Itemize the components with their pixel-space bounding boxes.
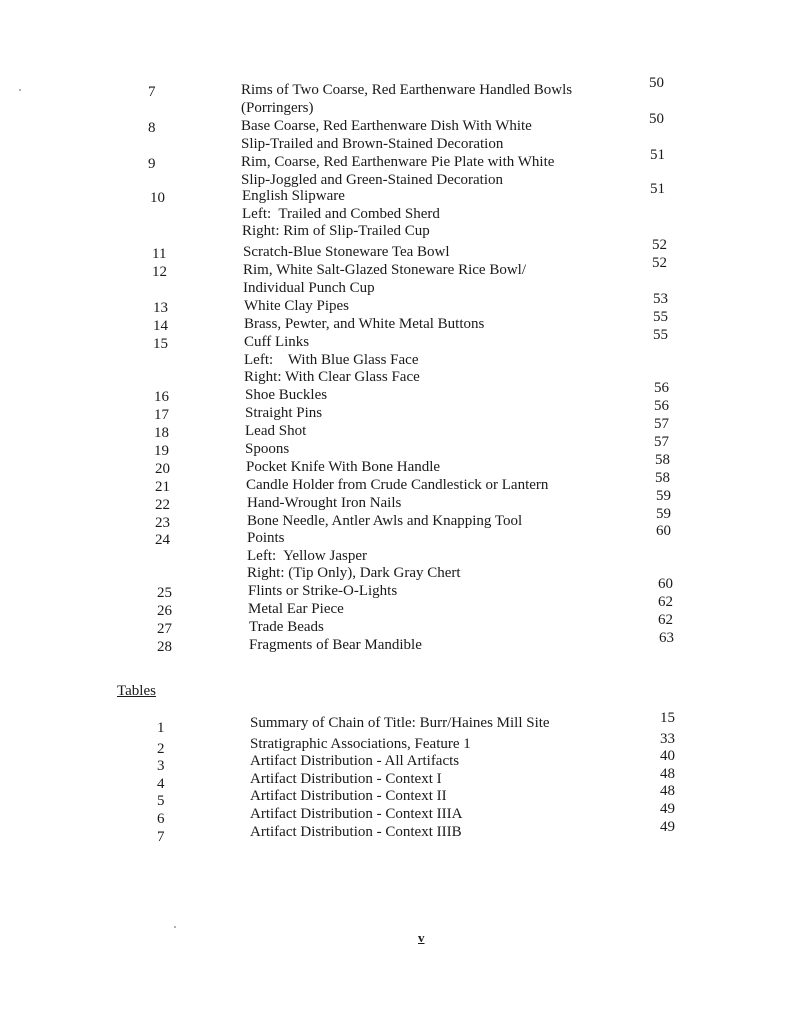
table-page-number: 49: [660, 819, 675, 835]
figure-title: Rim, Coarse, Red Earthenware Pie Plate with White: [241, 154, 555, 170]
table-number: 7: [157, 829, 165, 845]
figure-number: 26: [157, 603, 172, 619]
figure-title-continued: Left: With Blue Glass Face: [244, 351, 419, 368]
scan-speck: [19, 89, 21, 91]
figure-page-number: 60: [658, 576, 673, 592]
figure-title: White Clay Pipes: [244, 298, 349, 314]
page-number: v: [418, 930, 425, 945]
figure-title: Base Coarse, Red Earthenware Dish With White: [241, 118, 532, 134]
figure-page-number: 51: [650, 147, 665, 163]
figure-title: Bone Needle, Antler Awls and Knapping Tool: [247, 513, 523, 529]
table-title: Artifact Distribution - Context IIIB: [250, 824, 462, 840]
figure-title: Brass, Pewter, and White Metal Buttons: [244, 316, 485, 332]
figure-page-number: 59: [656, 488, 671, 504]
figure-number: 19: [154, 443, 169, 459]
figure-title-continued: Individual Punch Cup: [243, 279, 375, 296]
figure-page-number: 57: [654, 434, 669, 450]
figure-title: Lead Shot: [245, 423, 307, 439]
figure-title: Rim, White Salt-Glazed Stoneware Rice Bowl/: [243, 262, 526, 278]
figure-number: 25: [157, 585, 172, 601]
figure-title: Hand-Wrought Iron Nails: [247, 495, 402, 511]
table-title: Stratigraphic Associations, Feature 1: [250, 736, 471, 752]
figure-page-number: 62: [658, 594, 673, 610]
table-title: Artifact Distribution - Context II: [250, 788, 447, 804]
figure-title-continued: Left: Trailed and Combed Sherd: [242, 205, 440, 222]
table-page-number: 49: [660, 801, 675, 817]
table-title: Artifact Distribution - Context IIIA: [250, 806, 463, 822]
figure-title-continued: (Porringers): [241, 99, 314, 116]
figure-page-number: 53: [653, 291, 668, 307]
figure-number: 23: [155, 515, 170, 531]
figure-title: Fragments of Bear Mandible: [249, 637, 422, 653]
figure-number: 24: [155, 532, 170, 548]
table-number: 2: [157, 741, 165, 757]
table-number: 5: [157, 793, 165, 809]
figure-title: Shoe Buckles: [245, 387, 328, 403]
figure-number: 28: [157, 639, 172, 655]
figure-title: Trade Beads: [249, 619, 324, 635]
table-title: Artifact Distribution - All Artifacts: [250, 753, 460, 769]
figure-number: 27: [157, 621, 172, 637]
figure-page-number: 56: [654, 398, 669, 414]
figure-title: Metal Ear Piece: [248, 601, 344, 617]
table-title: Summary of Chain of Title: Burr/Haines Mill Site: [250, 715, 550, 731]
figure-page-number: 52: [652, 255, 667, 271]
figure-number: 22: [155, 497, 170, 513]
figure-page-number: 51: [650, 181, 665, 197]
figure-title-continued: Slip-Joggled and Green-Stained Decoration: [241, 171, 504, 188]
figure-title-continued: Right: (Tip Only), Dark Gray Chert: [247, 565, 461, 581]
figure-title: Rims of Two Coarse, Red Earthenware Handled Bowls: [241, 82, 573, 98]
figure-number: 7: [148, 84, 156, 100]
figure-page-number: 55: [653, 309, 668, 325]
figure-title-continued: Right: Rim of Slip-Trailed Cup: [242, 223, 430, 239]
figure-number: 11: [152, 246, 167, 262]
figure-title-continued: Left: Yellow Jasper: [247, 547, 367, 564]
figure-title: Flints or Strike-O-Lights: [248, 583, 398, 599]
figure-number: 13: [153, 300, 168, 316]
figure-page-number: 59: [656, 506, 671, 522]
figure-title: Pocket Knife With Bone Handle: [246, 459, 441, 475]
figure-page-number: 50: [649, 75, 664, 91]
figure-number: 10: [150, 190, 165, 206]
figure-number: 12: [152, 264, 167, 280]
figure-title: Candle Holder from Crude Candlestick or Lantern: [246, 477, 549, 493]
figure-number: 18: [154, 425, 169, 441]
figure-number: 9: [148, 156, 156, 172]
figure-page-number: 58: [655, 470, 670, 486]
table-number: 6: [157, 811, 165, 827]
table-page-number: 48: [660, 783, 675, 799]
figure-title-continued: Right: With Clear Glass Face: [244, 369, 420, 385]
figure-page-number: 57: [654, 416, 669, 432]
figure-number: 8: [148, 120, 156, 136]
figure-number: 17: [154, 407, 169, 423]
table-page-number: 40: [660, 748, 675, 764]
figure-number: 21: [155, 479, 170, 495]
figure-page-number: 60: [656, 523, 671, 539]
table-page-number: 33: [660, 731, 675, 747]
table-page-number: 15: [660, 710, 675, 726]
table-title: Artifact Distribution - Context I: [250, 771, 442, 787]
figure-title: Points: [247, 530, 285, 546]
figure-page-number: 62: [658, 612, 673, 628]
figure-page-number: 56: [654, 380, 669, 396]
figure-number: 20: [155, 461, 170, 477]
figure-number: 14: [153, 318, 168, 334]
figure-page-number: 50: [649, 111, 664, 127]
figure-title: Cuff Links: [244, 334, 310, 350]
tables-heading: Tables: [117, 683, 156, 699]
table-number: 3: [157, 758, 165, 774]
scan-speck: [174, 926, 176, 928]
figure-title: English Slipware: [242, 188, 345, 204]
figure-number: 15: [153, 336, 168, 352]
table-page-number: 48: [660, 766, 675, 782]
figure-number: 16: [154, 389, 169, 405]
figure-title-continued: Slip-Trailed and Brown-Stained Decoration: [241, 135, 504, 152]
figure-page-number: 55: [653, 327, 668, 343]
figure-title: Straight Pins: [245, 405, 323, 421]
figure-title: Spoons: [245, 441, 290, 457]
figure-page-number: 52: [652, 237, 667, 253]
figure-title: Scratch-Blue Stoneware Tea Bowl: [243, 244, 450, 260]
table-number: 4: [157, 776, 165, 792]
figure-page-number: 63: [659, 630, 674, 646]
figure-page-number: 58: [655, 452, 670, 468]
table-number: 1: [157, 720, 165, 736]
